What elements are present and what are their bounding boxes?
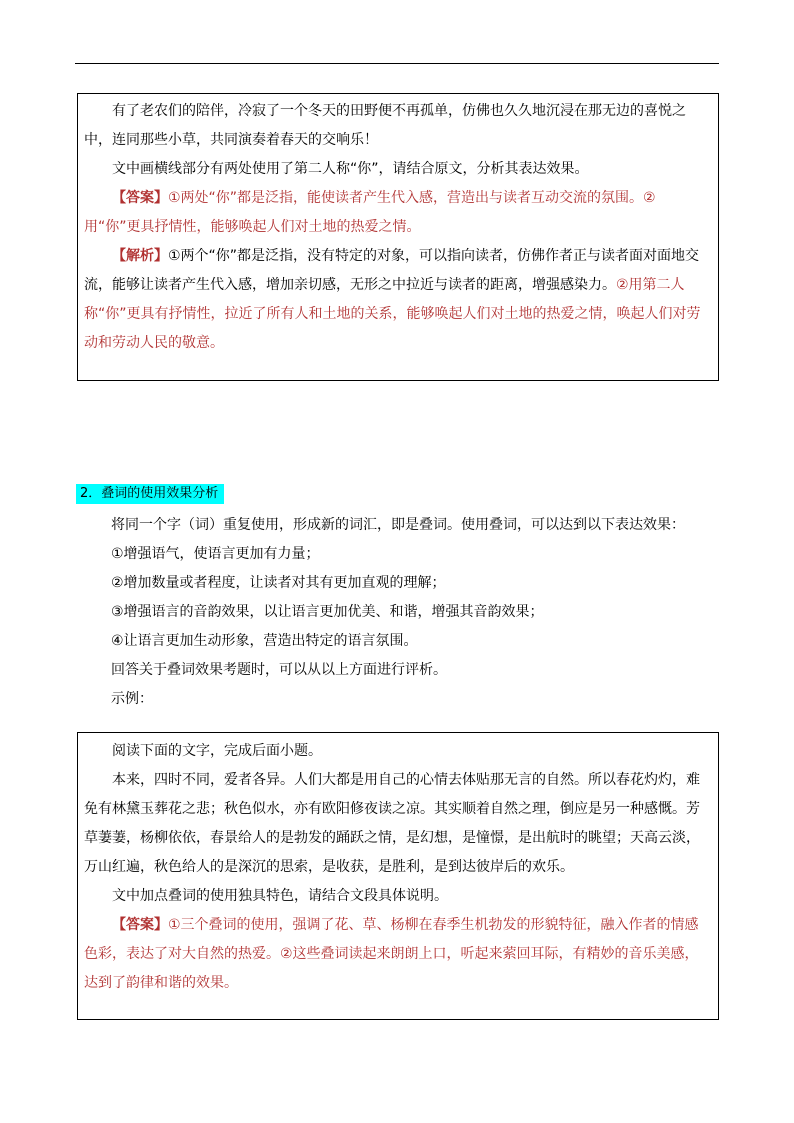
question-text: 文中加点叠词的使用独具特色，请结合文段具体说明。 <box>112 888 448 904</box>
answer-label: 【答案】 <box>112 190 168 206</box>
passage-text: 本来，四时不同，爱者各异。人们大都是用自己的心情去体贴那无言的自然。所以春花灼灼，难免有林黛玉葬花之悲；秋色似水，亦有欧阳修夜读之凉。其实顺着自然之理，倒应是另一种感慨。芳草萋萋，杨柳依依，春景给人的是勃发的踊跃之情，是幻想，是憧憬，是出航时的眺望；天高云淡，万山红遍，秋色给人的是深沉的思索，是收获，是胜利，是到达彼岸后的欢乐。 <box>84 772 700 875</box>
list-item: ③增强语言的音韵效果，以让语言更加优美、和谐，增强其音韵效果； <box>111 604 544 620</box>
answer-label: 【答案】 <box>112 917 168 933</box>
passage-text: 有了老农们的陪伴，冷寂了一个冬天的田野便不再孤单，仿佛也久久地沉浸在那无边的喜悦之中，连同那些小草，共同演奏着春天的交响乐！ <box>84 103 686 148</box>
example-label: 示例： <box>111 691 153 707</box>
analysis-text: ①两个“你”都是泛指，没有特定的对象，可以指向读者，仿佛作者正与读者面对面地交流，能够让读者产生代入感，增加亲切感，无形之中拉近与读者的距离，增强感染力。 <box>84 248 700 293</box>
list-item: ①增强语气，使语言更加有力量； <box>111 546 320 562</box>
analysis-label: 【解析】 <box>112 248 168 264</box>
section-body <box>77 511 719 714</box>
answer-text: ①两处“你”都是泛指，能使读者产生代入感，营造出与读者互动交流的氛围。②用“你”更具抒情性，能够唤起人们对土地的热爱之情。 <box>84 190 656 235</box>
analysis-text-highlight: ②用第二人称“你”更具有抒情性，拉近了所有人和土地的关系，能够唤起人们对土地的热爱之情，唤起人们对劳动和劳动人民的敬意。 <box>84 277 701 351</box>
section-heading: 2．叠词的使用效果分析 <box>76 484 224 504</box>
section-intro: 将同一个字（词）重复使用，形成新的词汇，即是叠词。使用叠词，可以达到以下表达效果： <box>111 517 685 533</box>
analysis-block <box>84 242 712 358</box>
question-text: 文中画横线部分有两处使用了第二人称“你”，请结合原文，分析其表达效果。 <box>112 161 589 177</box>
instruction-text: 阅读下面的文字，完成后面小题。 <box>112 743 322 759</box>
example-box-1 <box>77 93 719 381</box>
header-rule <box>75 63 719 64</box>
list-item: ②增加数量或者程度，让读者对其有更加直观的理解； <box>111 575 446 591</box>
example-box-2 <box>77 732 719 1020</box>
answer-block <box>84 911 712 998</box>
list-item: ④让语言更加生动形象，营造出特定的语言氛围。 <box>111 633 418 649</box>
section-conclusion: 回答关于叠词效果考题时，可以从以上方面进行评析。 <box>111 662 447 678</box>
answer-block <box>84 184 712 242</box>
answer-text: ①三个叠词的使用，强调了花、草、杨柳在春季生机勃发的形貌特征，融入作者的情感色彩，表达了对大自然的热爱。②这些叠词读起来朗朗上口，听起来萦回耳际，有精妙的音乐美感，达到了韵律和谐的效果。 <box>84 917 699 991</box>
